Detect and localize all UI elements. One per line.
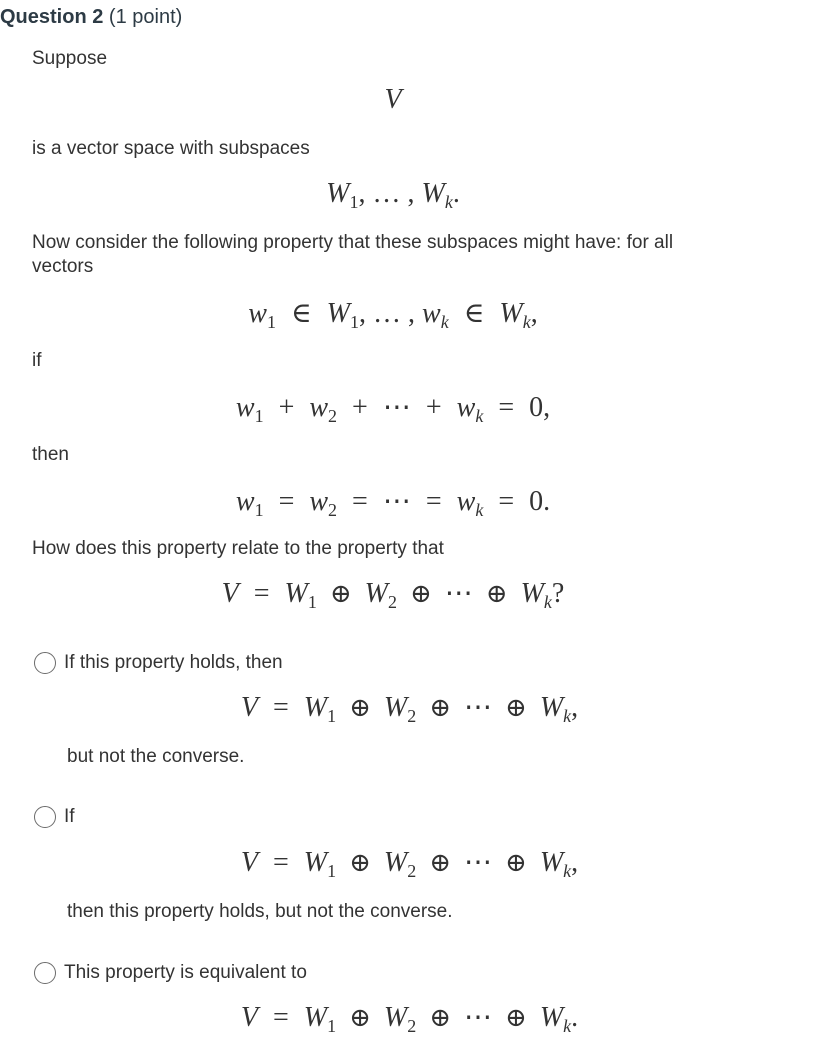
- option-1-label: If this property holds, then: [64, 652, 283, 673]
- option-2-label: If: [64, 806, 75, 827]
- math-for-all-vectors: $w_1$ ∈ $W_1$, … , $w_k$ ∈ $W_k$,: [248, 298, 538, 332]
- option-1-math: $V = W_1$ ⊕ $W_2$ ⊕ ⋯ ⊕ $W_k$,: [240, 692, 579, 726]
- question-header: [0, 6, 182, 29]
- math-all-zero: $w_1 = w_2$ = ⋯ = $w_k = 0$.: [235, 486, 551, 520]
- option-2-radio[interactable]: [34, 806, 75, 828]
- math-subspaces: $W_1$, … , $W_k$.: [326, 178, 460, 212]
- option-3-label: This property is equivalent to: [64, 962, 307, 983]
- option-1-after-text: but not the converse.: [67, 746, 245, 767]
- math-V: V: [384, 84, 402, 115]
- option-3-math: $V = W_1$ ⊕ $W_2$ ⊕ ⋯ ⊕ $W_k$.: [240, 1002, 579, 1036]
- question-points: (1 point): [108, 6, 183, 28]
- radio-circle-icon[interactable]: [34, 806, 56, 828]
- radio-circle-icon[interactable]: [34, 962, 56, 984]
- suppose-text: Suppose: [32, 48, 108, 69]
- radio-circle-icon[interactable]: [34, 652, 56, 674]
- option-2-after-text: then this property holds, but not the converse.: [67, 901, 453, 922]
- option-3-radio[interactable]: [34, 962, 307, 984]
- vectors-text: vectors: [32, 256, 94, 277]
- how-does-text: How does this property relate to the property that: [32, 538, 444, 559]
- if-text: if: [32, 350, 42, 371]
- then-text: then: [32, 444, 69, 465]
- option-2-math: $V = W_1$ ⊕ $W_2$ ⊕ ⋯ ⊕ $W_k$,: [240, 847, 579, 881]
- option-1-radio[interactable]: [34, 652, 283, 674]
- math-direct-sum-question: $V = W_1$ ⊕ $W_2$ ⊕ ⋯ ⊕ $W_k$?: [221, 578, 565, 612]
- question-title: Question 2: [0, 6, 104, 28]
- now-consider-text: Now consider the following property that these subspaces might have: for all: [32, 232, 674, 253]
- vector-space-text: is a vector space with subspaces: [32, 138, 310, 159]
- math-sum-zero: $w_1 + w_2$ + ⋯ + $w_k = 0$,: [235, 392, 551, 426]
